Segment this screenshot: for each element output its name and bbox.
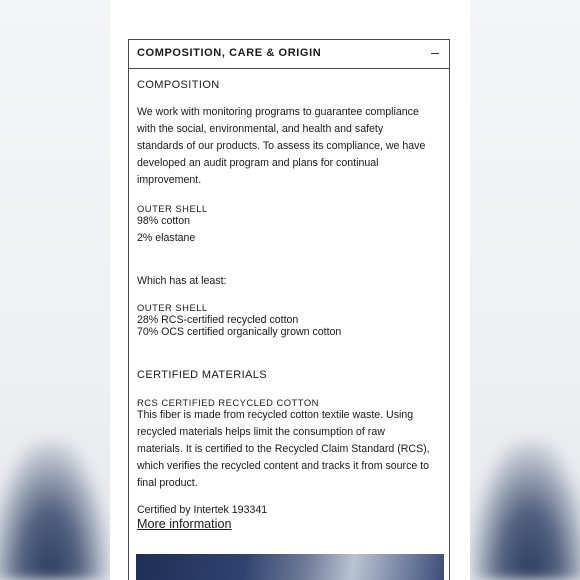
certified-by-text: Certified by Intertek 193341 [137,504,268,516]
paragraph-line: This fiber is made from recycled cotton textile waste. Using [137,409,414,421]
paragraph-line: materials. It is certified to the Recycled Claim Standard (RCS), [137,443,430,455]
rcs-subheading: RCS CERTIFIED RECYCLED COTTON [137,397,319,408]
outer-shell-label-2: OUTER SHELL [137,302,208,313]
composition-heading: COMPOSITION [137,79,220,91]
material-item: 98% cotton [137,215,191,227]
background-blur-right [470,440,580,580]
paragraph-line: with the social, environmental, and health and safety [137,123,384,135]
compliance-paragraph [137,104,447,189]
more-information-link[interactable]: More information [137,517,232,531]
paragraph-line: recycled materials helps limit the consumption of raw [137,426,385,438]
paragraph-line: which verifies the recycled content and tracks it from source to [137,460,430,472]
accordion-header[interactable] [129,40,449,69]
outer-shell-label: OUTER SHELL [137,203,208,214]
recycled-item: 70% OCS certified organically grown cotton [137,326,342,338]
product-image [136,554,444,580]
paragraph-line: final product. [137,477,198,489]
certified-materials-heading: CERTIFIED MATERIALS [137,369,268,381]
rcs-description [137,407,447,492]
paragraph-line: standards of our products. To assess its compliance, we have [137,140,426,152]
paragraph-line: We work with monitoring programs to guarantee compliance [137,106,419,118]
minus-icon[interactable] [431,53,439,54]
background-blur-left [0,440,110,580]
recycled-item: 28% RCS-certified recycled cotton [137,314,299,326]
paragraph-line: developed an audit program and plans for continual [137,157,379,169]
product-info-card [110,0,470,580]
material-item: 2% elastane [137,232,196,244]
at-least-label: Which has at least: [137,275,227,287]
accordion-title: COMPOSITION, CARE & ORIGIN [137,47,322,59]
paragraph-line: improvement. [137,174,202,186]
